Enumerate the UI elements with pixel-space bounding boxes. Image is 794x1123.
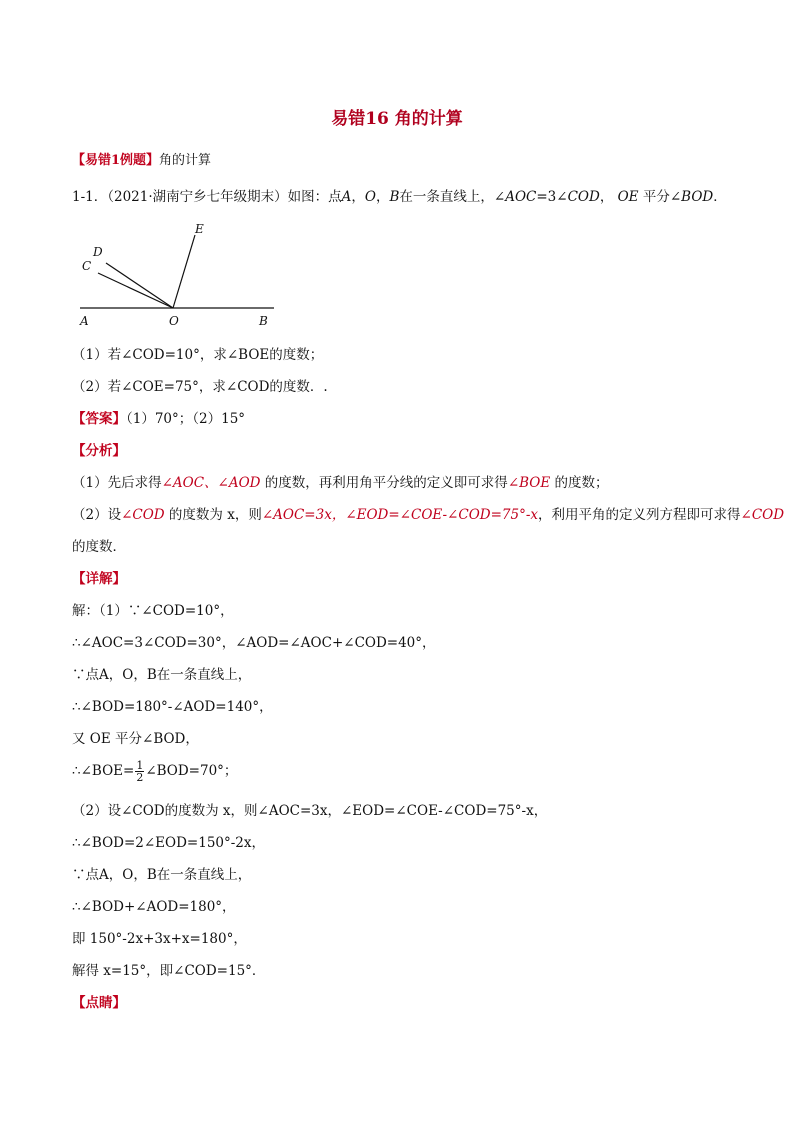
fraction-one-half [135,760,144,783]
fraction-numerator: 1 [136,759,144,772]
question-1: （1）若∠COD=10°，求∠BOE的度数； [72,347,324,363]
problem-text: 平分∠ [638,189,682,205]
detail-step-10: ∴∠BOD+∠AOD=180°， [72,899,236,915]
analysis-math: ∠AOC、∠AOD [161,475,261,491]
label-e: E [195,222,204,236]
answer-bracket: 【答案】 [72,411,126,427]
analysis-heading [72,442,126,460]
detail-step-1: 解：（1）∵∠COD=10°， [72,603,234,619]
answer [72,410,245,428]
point-a: A [341,189,352,205]
answer-text: （1）70°；（2）15° [126,411,246,427]
analysis-line-3: 的度数． [72,539,126,555]
analysis-line-2 [72,506,784,524]
section-heading [72,152,211,170]
comment-bracket: 【点睛】 [72,995,126,1011]
question-2: （2）若∠COE=75°，求∠COD的度数．. [72,379,328,395]
detail-step-6 [72,760,237,783]
point-b: B [389,189,400,205]
detail-text: ∠BOD=70°； [145,763,238,779]
problem-prefix: 1-1．（2021·湖南宁乡七年级期末）如图：点 [72,189,342,205]
label-o: O [169,314,179,328]
ray-oe: OE [617,189,639,205]
ray-oe [173,235,195,308]
analysis-math: ∠AOC=3x，∠EOD=∠COE-∠COD=75°-x [261,507,539,523]
detail-step-9: ∵点A，O，B在一条直线上， [72,867,252,883]
problem-text: 在一条直线上，∠ [399,189,506,205]
detail-step-2: ∴∠AOC=3∠COD=30°，∠AOD=∠AOC+∠COD=40°， [72,635,436,651]
geometry-figure [72,215,287,330]
analysis-text: 的度数； [550,475,609,491]
detail-step-4: ∴∠BOD=180°-∠AOD=140°， [72,699,273,715]
detail-bracket: 【详解】 [72,571,126,587]
label-c: C [82,259,92,273]
comma: ， [351,189,365,205]
comment-heading [72,994,126,1012]
analysis-line-1 [72,474,609,492]
label-a: A [80,314,89,328]
problem-text: ． [713,189,727,205]
analysis-text: （1）先后求得 [72,475,162,491]
analysis-text: 的度数，再利用角平分线的定义即可求得 [260,475,508,491]
problem-text: ， [599,189,618,205]
fraction-denominator: 2 [136,771,144,784]
page-title: 易错16 角的计算 [331,109,463,129]
section-text: 角的计算 [159,153,212,168]
analysis-math: ∠BOE [507,475,551,491]
angle-bod: BOD [681,189,714,205]
detail-heading [72,570,126,588]
problem-text: =3∠ [536,189,568,205]
detail-step-7: （2）设∠COD的度数为 x，则∠AOC=3x，∠EOD=∠COE-∠COD=75°-x， [72,803,548,819]
analysis-math: ∠COD [740,507,785,523]
analysis-text: 的度数为 x，则 [164,507,262,523]
point-o: O [364,189,376,205]
analysis-text: （2）设 [72,507,122,523]
problem-statement [72,188,727,206]
analysis-text: ，利用平角的定义列方程即可求得 [538,507,741,523]
angle-aoc: AOC [505,189,537,205]
detail-step-5: 又 OE 平分∠BOD， [72,731,199,747]
detail-step-3: ∵点A，O，B在一条直线上， [72,667,252,683]
label-b: B [259,314,268,328]
ray-od [106,263,173,308]
analysis-bracket: 【分析】 [72,443,126,459]
analysis-math: ∠COD [121,507,165,523]
ray-oc [98,273,173,308]
label-d: D [93,245,103,259]
angle-cod: COD [567,189,600,205]
detail-text: ∴∠BOE= [72,763,135,779]
detail-step-11: 即 150°-2x+3x+x=180°， [72,931,247,947]
section-bracket: 【易错1例题】 [72,153,160,168]
detail-step-12: 解得 x=15°，即∠COD=15°． [72,963,266,979]
comma: ， [375,189,390,205]
detail-step-8: ∴∠BOD=2∠EOD=150°-2x， [72,835,266,851]
